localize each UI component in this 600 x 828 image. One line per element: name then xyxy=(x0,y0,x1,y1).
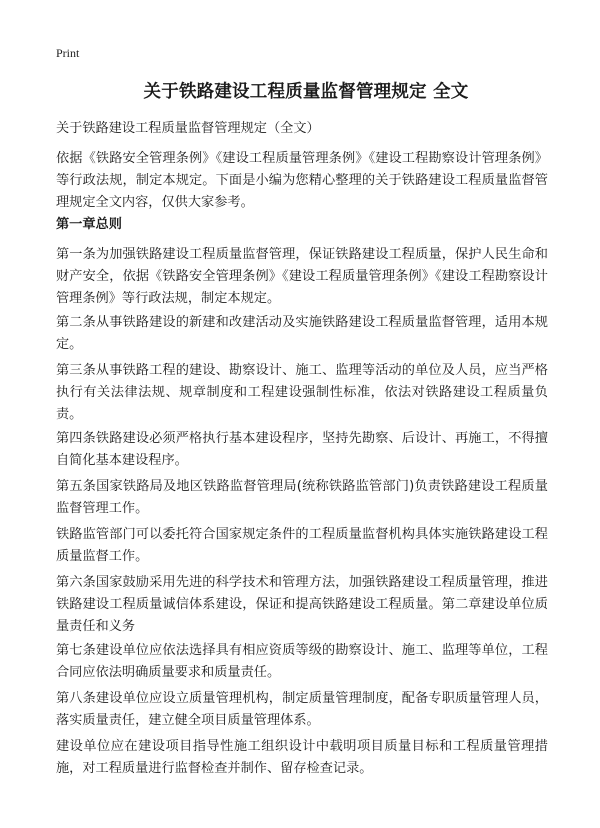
article-8: 第八条建设单位应设立质量管理机构，制定质量管理制度，配备专职质量管理人员，落实质量责任，建立健全项目质量管理体系。 xyxy=(56,691,548,728)
article-8-supplement: 建设单位应在建设项目指导性施工组织设计中载明项目质量目标和工程质量管理措施，对工程质量进行监督检查并制作、留存检查记录。 xyxy=(56,739,548,776)
chapter-heading: 第一章总则 xyxy=(56,217,122,232)
article-5: 第五条国家铁路局及地区铁路监督管理局(统称铁路监管部门)负责铁路建设工程质量监督管理工作。 xyxy=(56,479,548,516)
article-4: 第四条铁路建设必须严格执行基本建设程序，坚持先勘察、后设计、再施工，不得擅自简化基本建设程序。 xyxy=(56,431,548,468)
article-7: 第七条建设单位应依法选择具有相应资质等级的勘察设计、施工、监理等单位，工程合同应依法明确质量要求和质量责任。 xyxy=(56,643,548,680)
article-3: 第三条从事铁路工程的建设、勘察设计、施工、监理等活动的单位及人员，应当严格执行有关法律法规、规章制度和工程建设强制性标准，依法对铁路建设工程质量负责。 xyxy=(56,363,548,422)
print-label: Print xyxy=(56,46,80,60)
document-title: 关于铁路建设工程质量监督管理规定 全文 xyxy=(143,82,469,102)
article-1: 第一条为加强铁路建设工程质量监督管理，保证铁路建设工程质量，保护人民生命和财产安全，依据《铁路安全管理条例》《建设工程质量管理条例》《建设工程勘察设计管理条例》等行政法规，制定本规定。 xyxy=(56,247,548,306)
article-6: 第六条国家鼓励采用先进的科学技术和管理方法，加强铁路建设工程质量管理，推进铁路建设工程质量诚信体系建设，保证和提高铁路建设工程质量。第二章建设单位质量责任和义务 xyxy=(56,575,548,634)
article-5-supplement: 铁路监管部门可以委托符合国家规定条件的工程质量监督机构具体实施铁路建设工程质量监督工作。 xyxy=(56,527,548,564)
article-2: 第二条从事铁路建设的新建和改建活动及实施铁路建设工程质量监督管理，适用本规定。 xyxy=(56,315,548,352)
document-subtitle: 关于铁路建设工程质量监督管理规定（全文） xyxy=(56,121,320,136)
intro-paragraph: 依据《铁路安全管理条例》《建设工程质量管理条例》《建设工程勘察设计管理条例》等行政法规，制定本规定。下面是小编为您精心整理的关于铁路建设工程质量监督管理规定全文内容，仅供大家参考。 xyxy=(56,151,548,210)
